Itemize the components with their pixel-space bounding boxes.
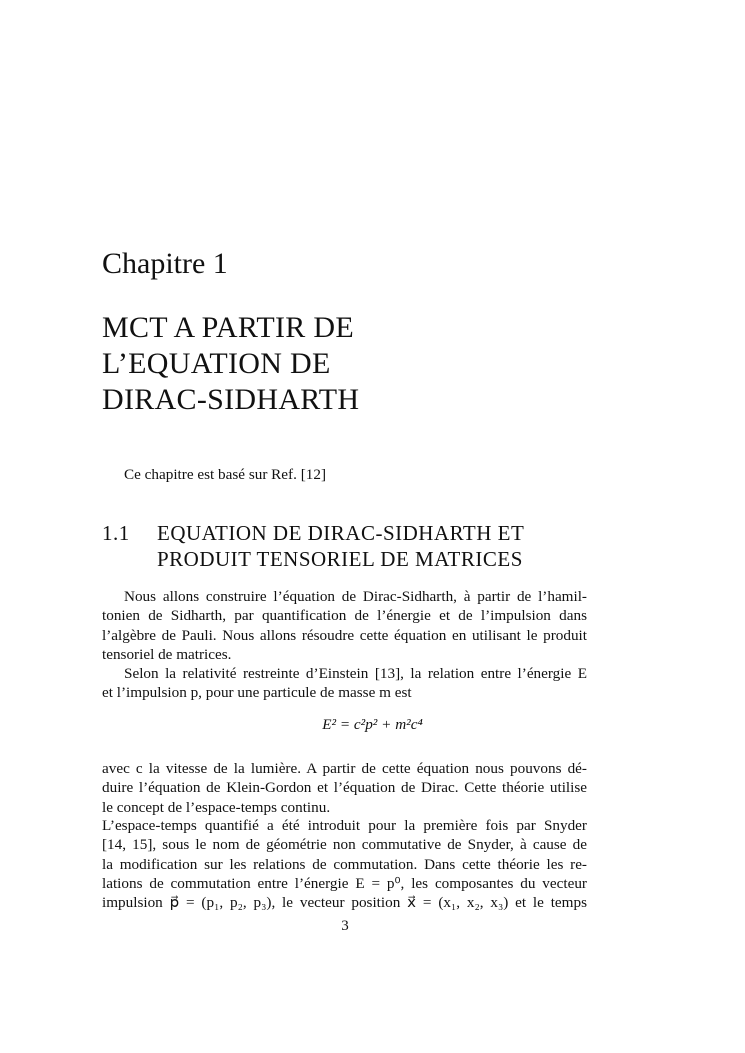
paragraph-line: la modification sur les relations de commutation. Dans cette théorie les re- xyxy=(102,855,587,873)
paragraph-line: L’espace-temps quantifié a été introduit pour la première fois par Snyder xyxy=(102,817,587,834)
paragraph-line: le concept de l’espace-temps continu. xyxy=(102,798,331,816)
paragraph-line: et l’impulsion p, pour une particule de masse m est xyxy=(102,684,412,702)
section-number: 1.1 xyxy=(102,521,130,545)
paragraph-line: l’algèbre de Pauli. Nous allons résoudre cette équation en utilisant le produit xyxy=(102,626,587,644)
paragraph xyxy=(102,587,587,664)
paragraph xyxy=(102,759,587,817)
chapter-intro: Ce chapitre est basé sur Ref. [12] xyxy=(124,466,327,483)
paragraph-line: avec c la vitesse de la lumière. A partir de cette équation nous pouvons dé- xyxy=(102,760,587,777)
paragraph-line: lations de commutation entre l’énergie E = p⁰, les composantes du vecteur xyxy=(102,874,587,892)
paragraph xyxy=(102,816,587,912)
chapter-label: Chapitre 1 xyxy=(102,247,228,280)
paragraph-line: duire l’équation de Klein-Gordon et l’équation de Dirac. Cette théorie utilise xyxy=(102,779,587,797)
section-title-line: PRODUIT TENSORIEL DE MATRICES xyxy=(157,547,523,571)
section-title-line: EQUATION DE DIRAC-SIDHARTH ET xyxy=(157,521,525,545)
paragraph-line: impulsion p⃗ = (p₁, p₂, p₃), le vecteur position x⃗ = (x₁, x₂, x₃) et le temps xyxy=(102,894,587,912)
paragraph-line: Nous allons construire l’équation de Dirac-Sidharth, à partir de l’hamil- xyxy=(124,588,587,605)
section-title xyxy=(157,520,524,572)
chapter-title-line: MCT A PARTIR DE xyxy=(102,311,354,344)
paragraph-line: Selon la relativité restreinte d’Einstein [13], la relation entre l’énergie E xyxy=(124,665,587,682)
chapter-title-line: DIRAC-SIDHARTH xyxy=(102,383,360,416)
paragraph-line: tensoriel de matrices. xyxy=(102,645,232,663)
chapter-title xyxy=(102,310,359,418)
paragraph-line: tonien de Sidharth, par quantification de l’énergie et de l’impulsion dans xyxy=(102,607,587,625)
paragraph xyxy=(102,664,587,703)
page-number: 3 xyxy=(341,918,349,934)
paragraph-line: [14, 15], sous le nom de géométrie non commutative de Snyder, à cause de xyxy=(102,836,587,854)
chapter-title-line: L’EQUATION DE xyxy=(102,347,331,380)
equation: E² = c²p² + m²c⁴ xyxy=(322,716,423,733)
